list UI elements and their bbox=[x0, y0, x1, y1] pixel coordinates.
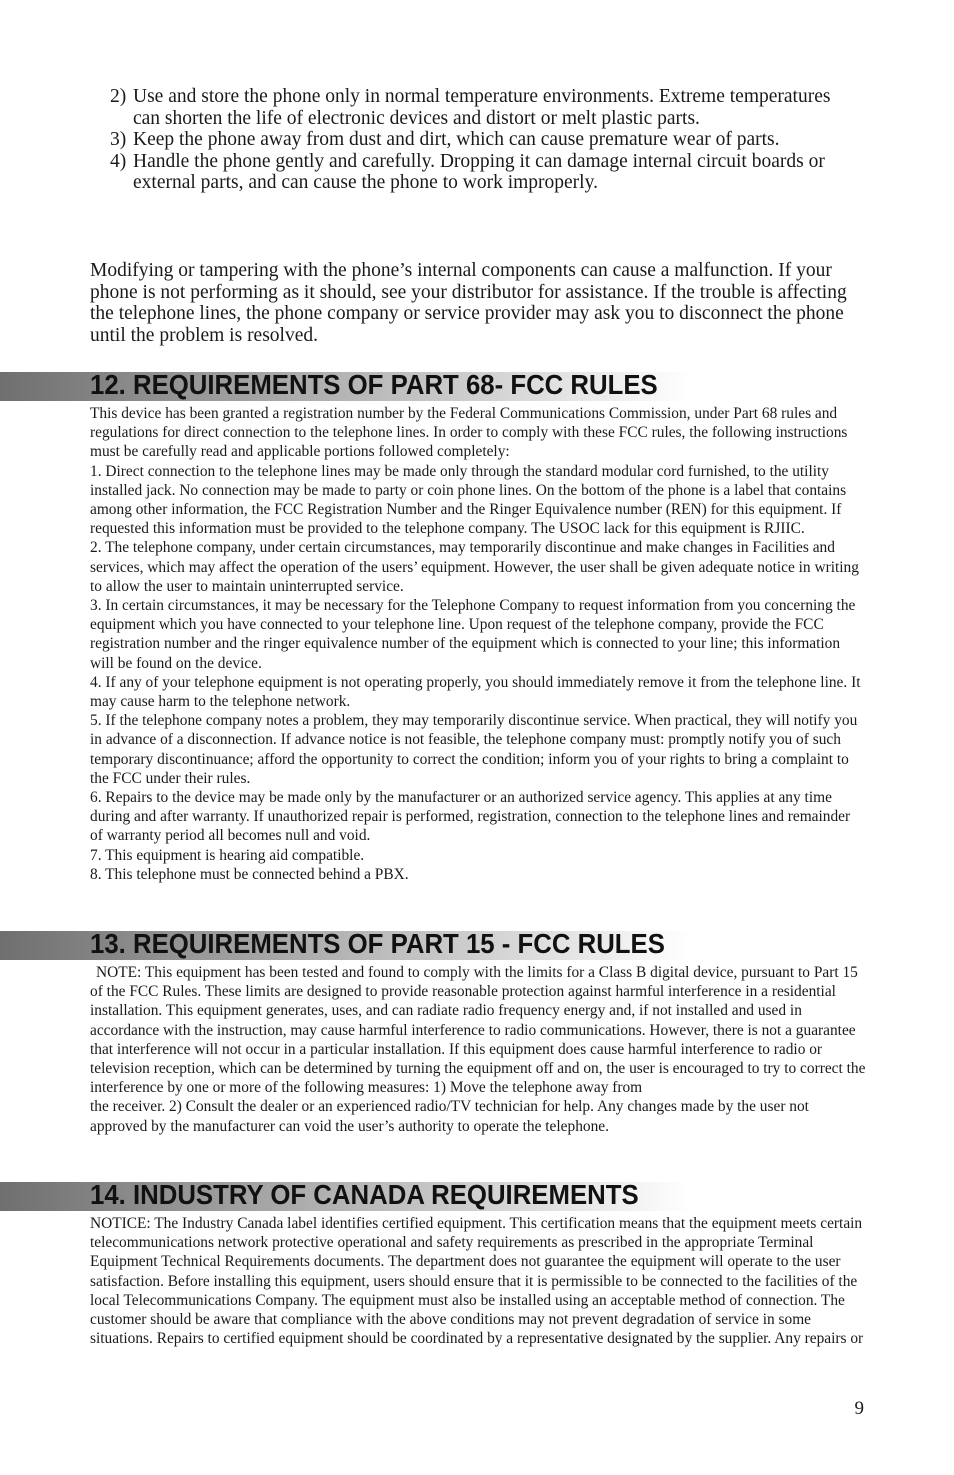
list-item bbox=[90, 129, 862, 151]
list-item-number: 2) bbox=[110, 86, 127, 107]
paragraph: 4. If any of your telephone equipment is not operating properly, you should immediately remove it from the telephone line. It may cause harm to the telephone network. bbox=[90, 673, 861, 711]
paragraph: 1. Direct connection to the telephone lines may be made only through the standard modular cord furnished, to the utility installed jack. No connection may be made to party or coin phone lines. On the bottom of the phone is a label that contains among other information, the FCC Registration Number and the Ringer Equivalence number (REN) for this equipment. If requested this information must be provided to the telephone company. The USOC lack for this equipment is RJIIC. bbox=[90, 462, 847, 538]
paragraph: NOTICE: The Industry Canada label identifies certified equipment. This certification means that the equipment meets certain telecommunications network protective operational and safety requirements as prescribed in the appropriate Terminal Equipment Technical Requirements documents. The department does not guarantee the equipment will operate to the user satisfaction. Before installing this equipment, users should ensure that it is permissible to be connected to the facilities of the local Telecommunications Company. The equipment must also be installed using an acceptable method of connection. The customer should be aware that compliance with the above conditions may not prevent degradation of service in some situations. Repairs to certified equipment should be coordinated by a representative designated by the supplier. Any repairs or bbox=[90, 1215, 864, 1348]
section-body bbox=[90, 1214, 866, 1348]
paragraph: NOTE: This equipment has been tested and found to comply with the limits for a Class B digital device, pursuant to Part 15 of the FCC Rules. These limits are designed to provide reasonable protection against harmful interference in a residential installation. This equipment generates, uses, and can radiate radio frequency energy and, if not installed and used in accordance with the instruction, may cause harmful interference to radio communications. However, there is not a guarantee that interference will not occur in a particular installation. If this equipment does cause harmful interference to radio or television reception, which can be determined by turning the equipment off and on, the user is encouraged to try to correct the interference by one or more of the following measures: 1) Move the telephone away from bbox=[90, 964, 866, 1097]
page-number: 9 bbox=[854, 1398, 864, 1419]
paragraph: 8. This telephone must be connected behind a PBX. bbox=[90, 865, 409, 883]
paragraph: 3. In certain circumstances, it may be necessary for the Telephone Company to request information from you concerning the equipment which you have connected to your telephone line. Upon request of the telephone company, provide the FCC registration number and the ringer equivalence number of the equipment which is connected to your line; this information will be found on the device. bbox=[90, 597, 856, 672]
section-heading: 12. REQUIREMENTS OF PART 68- FCC RULES bbox=[90, 369, 658, 400]
care-instructions-list bbox=[90, 86, 862, 194]
list-item-text: Keep the phone away from dust and dirt, which can cause premature wear of parts. bbox=[133, 129, 780, 150]
list-item-number: 3) bbox=[110, 129, 127, 150]
list-item bbox=[90, 151, 862, 194]
list-item-text: Use and store the phone only in normal temperature environments. Extreme temperatures can shorten the life of electronic devices and distort or melt plastic parts. bbox=[133, 86, 831, 129]
section-body bbox=[90, 404, 866, 884]
paragraph: 2. The telephone company, under certain circumstances, may temporarily discontinue and make changes in Facilities and services, which may affect the operation of the users’ equipment. However, the user shall be given adequate notice in writing to allow the user to maintain uninterrupted service. bbox=[90, 539, 859, 595]
section-heading: 13. REQUIREMENTS OF PART 15 - FCC RULES bbox=[90, 928, 665, 959]
paragraph: 7. This equipment is hearing aid compatible. bbox=[90, 846, 365, 864]
paragraph: 5. If the telephone company notes a problem, they may temporarily discontinue service. When practical, they will notify you in advance of a disconnection. If advance notice is not feasible, the telephone company must: promptly notify you of such temporary discontinuance; afford the opportunity to correct the condition; inform you of your rights to bring a complaint to the FCC under their rules. bbox=[90, 712, 858, 787]
list-item-number: 4) bbox=[110, 150, 127, 172]
list-item-text: Handle the phone gently and carefully. Dropping it can damage internal circuit boards or external parts, and can cause the phone to work improperly. bbox=[133, 150, 825, 193]
section-heading: 14. INDUSTRY OF CANADA REQUIREMENTS bbox=[90, 1179, 639, 1210]
paragraph: This device has been granted a registration number by the Federal Communications Commission, under Part 68 rules and regulations for direct connection to the telephone lines. In order to comply with these FCC rules, the following instructions must be carefully read and applicable portions followed completely: bbox=[90, 405, 848, 461]
list-item bbox=[90, 86, 862, 129]
section-body bbox=[90, 963, 866, 1136]
paragraph: the receiver. 2) Consult the dealer or an experienced radio/TV technician for help. Any changes made by the user not approved by the manufacturer can void the user’s authority to operate the telephone. bbox=[90, 1098, 809, 1135]
tampering-warning-paragraph: Modifying or tampering with the phone’s internal components can cause a malfunction. If your phone is not performing as it should, see your distributor for assistance. If the trouble is affecting the telephone lines, the phone company or service provider may ask you to disconnect the phone until the problem is resolved. bbox=[90, 260, 847, 347]
paragraph: 6. Repairs to the device may be made only by the manufacturer or an authorized service agency. This applies at any time during and after warranty. If unauthorized repair is performed, registration, connection to the telephone lines and remainder of warranty period all becomes null and void. bbox=[90, 789, 851, 845]
